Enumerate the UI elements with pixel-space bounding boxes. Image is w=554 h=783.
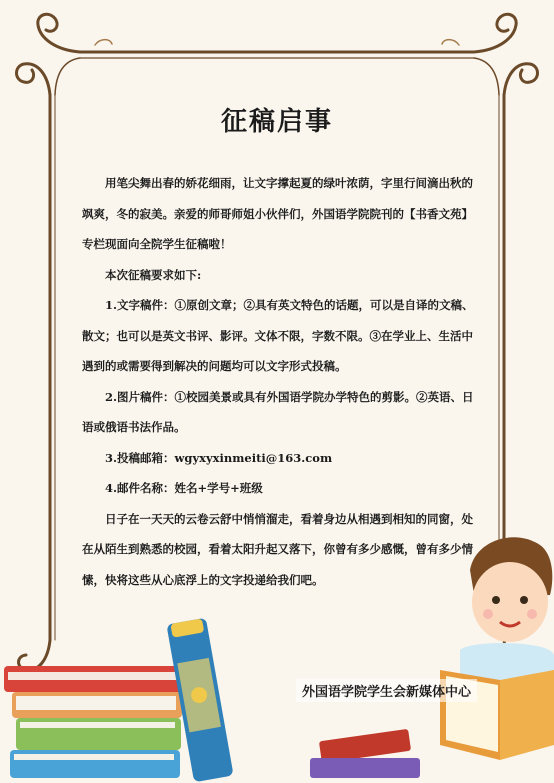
signature: 外国语学院学生会新媒体中心: [296, 679, 477, 702]
requirement-item-2: 2.图片稿件：①校园美景或具有外国语学院办学特色的剪影。②英语、日语或俄语书法作品。: [82, 389, 474, 434]
requirement-item-email: 3.投稿邮箱：wgyxyxinmeiti@163.com: [105, 450, 333, 465]
requirement-item-mail-name: 4.邮件名称：姓名+学号+班级: [105, 481, 263, 495]
stack-of-books: [0, 600, 240, 783]
boy-reading-book: [300, 530, 554, 783]
requirement-item-1: 1.文字稿件：①原创文章；②具有英文特色的话题，可以是自译的文稿、散文；也可以是英文书评、影评。文体不限，字数不限。③在学业上、生活中遇到的或需要得到解决的问题均可以文字形式投稿。: [82, 298, 474, 373]
page-title: 征稿启事: [220, 107, 333, 137]
requirements-heading: 本次征稿要求如下:: [105, 267, 202, 282]
intro-paragraph: 用笔尖舞出春的娇花细雨，让文字撑起夏的绿叶浓荫，字里行间滴出秋的飒爽，冬的寂美。亲爱的师哥师姐小伙伴们，外国语学院院刊的【书香文苑】专栏现面向全院学生征稿啦！: [82, 176, 473, 251]
closing-paragraph: 日子在一天天的云卷云舒中悄悄溜走，看着身边从相遇到相知的同窗，处在从陌生到熟悉的校园，看着太阳升起又落下，你曾有多少感慨，曾有多少情愫，快将这些从心底浮上的文字投递给我们吧。: [82, 511, 473, 587]
